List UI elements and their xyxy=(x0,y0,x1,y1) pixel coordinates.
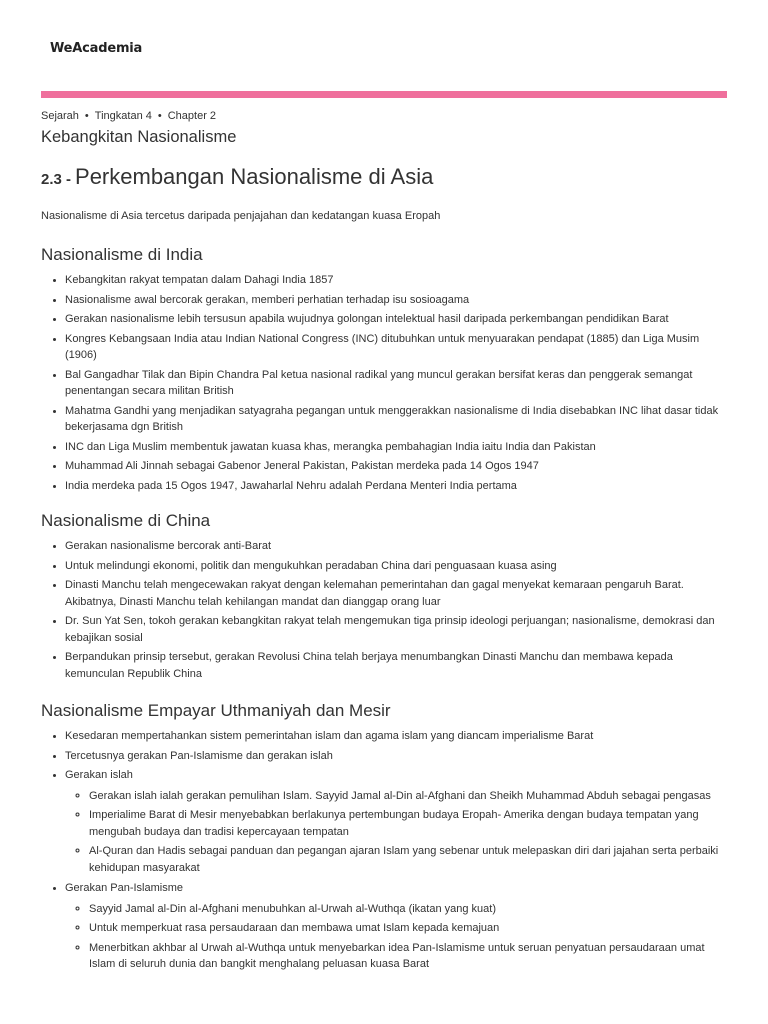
breadcrumb-subject[interactable]: Sejarah xyxy=(41,110,79,122)
heading-ottoman: Nasionalisme Empayar Uthmaniyah dan Mesir xyxy=(41,701,391,720)
breadcrumb-separator: • xyxy=(157,110,162,122)
list-item: • Mahatma Gandhi yang menjadikan satyagraha pegangan untuk menggerakkan nasionalisme di India disebabkan INC lihat dasar tidak bekerjasama dgn British xyxy=(65,403,731,436)
sub-list-item: ◦ Imperialime Barat di Mesir menyebabkan berlakunya pertembungan budaya Eropah- Amerika dengan budaya tempatan yang mengubah budaya dan tradisi kepercayaan tempatan xyxy=(89,807,731,840)
list-item: • Tercetusnya gerakan Pan-Islamisme dan gerakan islah xyxy=(65,748,731,765)
page-title xyxy=(41,164,433,190)
list-china xyxy=(41,538,731,682)
accent-bar xyxy=(41,91,727,98)
list-item: • Gerakan nasionalisme lebih tersusun apabila wujudnya golongan intelektual hasil daripada perkembangan pendidikan Barat xyxy=(65,311,731,328)
sublist-pan-islamisme xyxy=(65,901,731,973)
intro-text: Nasionalisme di Asia tercetus daripada penjajahan dan kedatangan kuasa Eropah xyxy=(41,210,441,222)
section-number: 2.3 - xyxy=(41,171,72,188)
list-india xyxy=(41,272,731,494)
list-item: • Berpandukan prinsip tersebut, gerakan Revolusi China telah berjaya menumbangkan Dinasti Manchu dan membawa kepada kemunculan Republik China xyxy=(65,649,731,682)
site-logo[interactable]: WeAcademia xyxy=(50,41,143,56)
sub-list-item: ◦ Menerbitkan akhbar al Urwah al-Wuthqa untuk menyebarkan idea Pan-Islamisme untuk seruan penyatuan persaudaraan umat Islam di seluruh dunia dan bangkit menghalang peluasan kuasa Barat xyxy=(89,940,731,973)
islah-label: Gerakan islah xyxy=(65,769,133,781)
breadcrumb-level[interactable]: Tingkatan 4 xyxy=(94,110,152,122)
list-item: • Kesedaran mempertahankan sistem pemerintahan islam dan agama islam yang diancam imperialisme Barat xyxy=(65,728,731,745)
list-item: • Kongres Kebangsaan India atau Indian National Congress (INC) ditubuhkan untuk menyuarakan pendapat (1885) dan Liga Musim (1906) xyxy=(65,331,731,364)
section-title: Perkembangan Nasionalisme di Asia xyxy=(75,164,434,189)
section-ottoman xyxy=(41,701,731,977)
list-item: • Gerakan nasionalisme bercorak anti-Barat xyxy=(65,538,731,555)
sub-list-item: ◦ Sayyid Jamal al-Din al-Afghani menubuhkan al-Urwah al-Wuthqa (ikatan yang kuat) xyxy=(89,901,731,918)
section-china xyxy=(41,511,731,685)
breadcrumb-chapter[interactable]: Chapter 2 xyxy=(167,110,217,122)
heading-china: Nasionalisme di China xyxy=(41,511,211,530)
list-item-islah xyxy=(65,767,731,876)
list-item: • Nasionalisme awal bercorak gerakan, memberi perhatian terhadap isu sosioagama xyxy=(65,292,731,309)
list-ottoman xyxy=(41,728,731,973)
section-india xyxy=(41,245,731,497)
list-item: • India merdeka pada 15 Ogos 1947, Jawaharlal Nehru adalah Perdana Menteri India pertama xyxy=(65,478,731,495)
list-item: • Kebangkitan rakyat tempatan dalam Dahagi India 1857 xyxy=(65,272,731,289)
pan-islamisme-label: Gerakan Pan-Islamisme xyxy=(65,882,183,894)
sub-list-item: ◦ Gerakan islah ialah gerakan pemulihan Islam. Sayyid Jamal al-Din al-Afghani dan Sheikh Muhammad Abduh sebagai pengasas xyxy=(89,788,731,805)
list-item: • Muhammad Ali Jinnah sebagai Gabenor Jeneral Pakistan, Pakistan merdeka pada 14 Ogos 1947 xyxy=(65,458,731,475)
chapter-title: Kebangkitan Nasionalisme xyxy=(41,128,237,146)
sub-list-item: ◦ Al-Quran dan Hadis sebagai panduan dan pegangan ajaran Islam yang sebenar untuk melepaskan diri dari jajahan serta perbaiki kehidupan masyarakat xyxy=(89,843,731,876)
breadcrumb xyxy=(41,110,216,122)
list-item: • Dr. Sun Yat Sen, tokoh gerakan kebangkitan rakyat telah mengemukan tiga prinsip ideologi perjuangan; nasionalisme, demokrasi dan kebajikan sosial xyxy=(65,613,731,646)
sub-list-item: ◦ Untuk memperkuat rasa persaudaraan dan membawa umat Islam kepada kemajuan xyxy=(89,920,731,937)
breadcrumb-separator: • xyxy=(84,110,89,122)
list-item: • Bal Gangadhar Tilak dan Bipin Chandra Pal ketua nasional radikal yang muncul gerakan bersifat keras dan penggerak semangat penentangan secara militan British xyxy=(65,367,731,400)
list-item: • Dinasti Manchu telah mengecewakan rakyat dengan kelemahan pemerintahan dan gagal menyekat kemaraan pengaruh Barat. Akibatnya, Dinasti Manchu telah kehilangan mandat dan dianggap orang luar xyxy=(65,577,731,610)
list-item: • Untuk melindungi ekonomi, politik dan mengukuhkan peradaban China dari penguasaan kuasa asing xyxy=(65,558,731,575)
sublist-islah xyxy=(65,788,731,877)
list-item: • INC dan Liga Muslim membentuk jawatan kuasa khas, merangka pembahagian India iaitu India dan Pakistan xyxy=(65,439,731,456)
heading-india: Nasionalisme di India xyxy=(41,245,203,264)
list-item-pan-islamisme xyxy=(65,880,731,973)
